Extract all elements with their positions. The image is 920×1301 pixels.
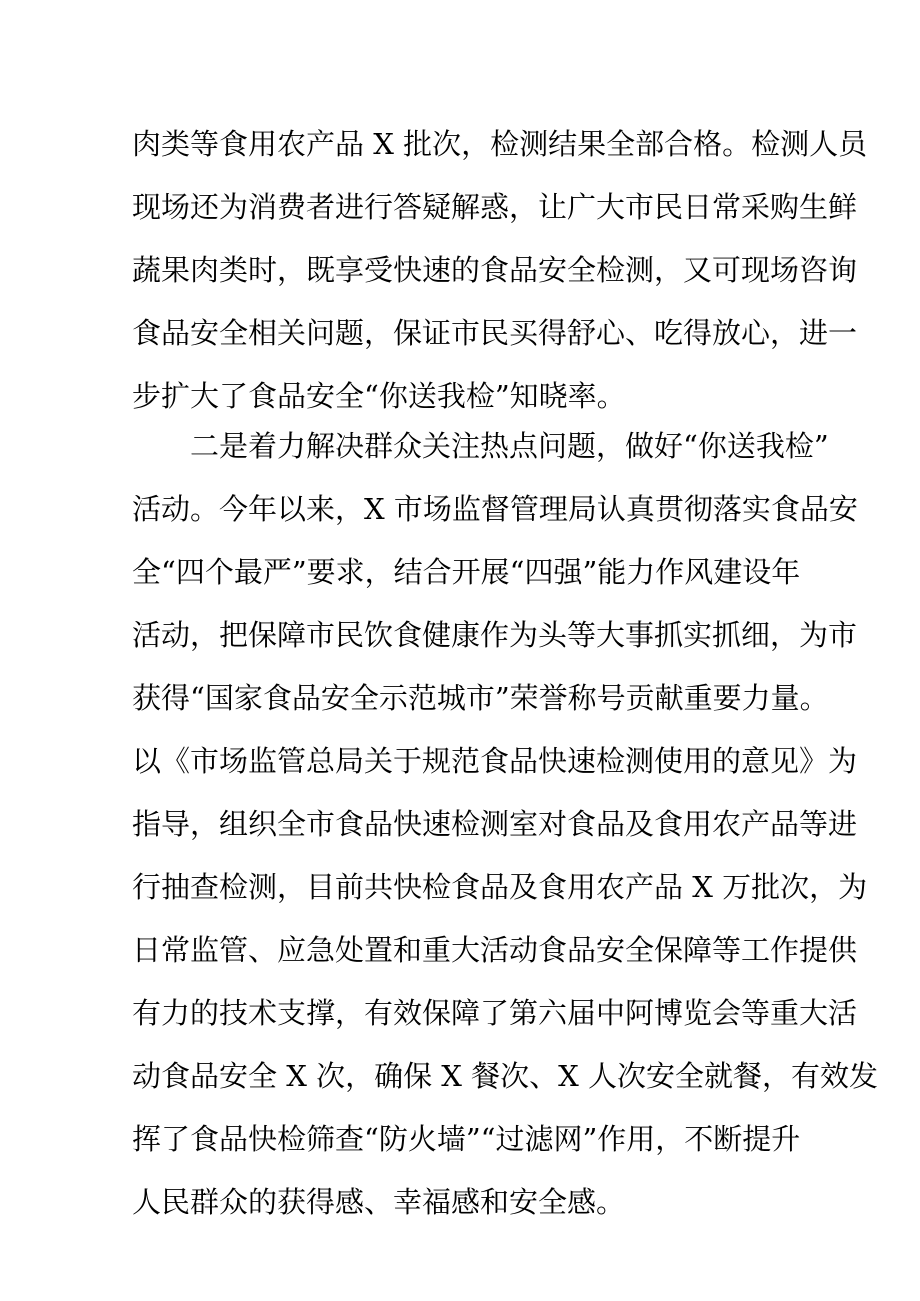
paragraph-line: 日常监管、应急处置和重大活动食品安全保障等工作提供 bbox=[132, 933, 858, 967]
paragraph-line: 获得“国家食品安全示范城市”荣誉称号贡献重要力量。 bbox=[132, 681, 829, 715]
paragraph-line: 蔬果肉类时，既享受快速的食品安全检测，又可现场咨询 bbox=[132, 253, 858, 287]
paragraph-line: 活动，把保障市民饮食健康作为头等大事抓实抓细，为市 bbox=[132, 618, 858, 652]
paragraph-line: 以《市场监管总局关于规范食品快速检测使用的意见》为 bbox=[132, 744, 858, 778]
paragraph-line: 食品安全相关问题，保证市民买得舒心、吃得放心，进一 bbox=[132, 316, 858, 350]
paragraph-line: 活动。今年以来，X 市场监督管理局认真贯彻落实食品安 bbox=[132, 492, 858, 526]
paragraph-line: 全“四个最严”要求，结合开展“四强”能力作风建设年 bbox=[132, 555, 801, 589]
paragraph-line: 肉类等食用农产品 X 批次，检测结果全部合格。检测人员 bbox=[132, 127, 868, 161]
paragraph-line: 现场还为消费者进行答疑解惑，让广大市民日常采购生鲜 bbox=[132, 190, 858, 224]
paragraph-line: 指导，组织全市食品快速检测室对食品及食用农产品等进 bbox=[132, 807, 858, 841]
paragraph-line: 动食品安全 X 次，确保 X 餐次、X 人次安全就餐，有效发 bbox=[132, 1059, 879, 1093]
paragraph-line: 二是着力解决群众关注热点问题，做好“你送我检” bbox=[190, 429, 829, 463]
paragraph-line: 人民群众的获得感、幸福感和安全感。 bbox=[132, 1185, 626, 1219]
paragraph-line: 挥了食品快检筛查“防火墙”“过滤网”作用，不断提升 bbox=[132, 1122, 801, 1156]
paragraph-line: 有力的技术支撑，有效保障了第六届中阿博览会等重大活 bbox=[132, 996, 858, 1030]
paragraph-line: 步扩大了食品安全“你送我检”知晓率。 bbox=[132, 379, 626, 413]
paragraph-line: 行抽查检测，目前共快检食品及食用农产品 X 万批次，为 bbox=[132, 870, 868, 904]
